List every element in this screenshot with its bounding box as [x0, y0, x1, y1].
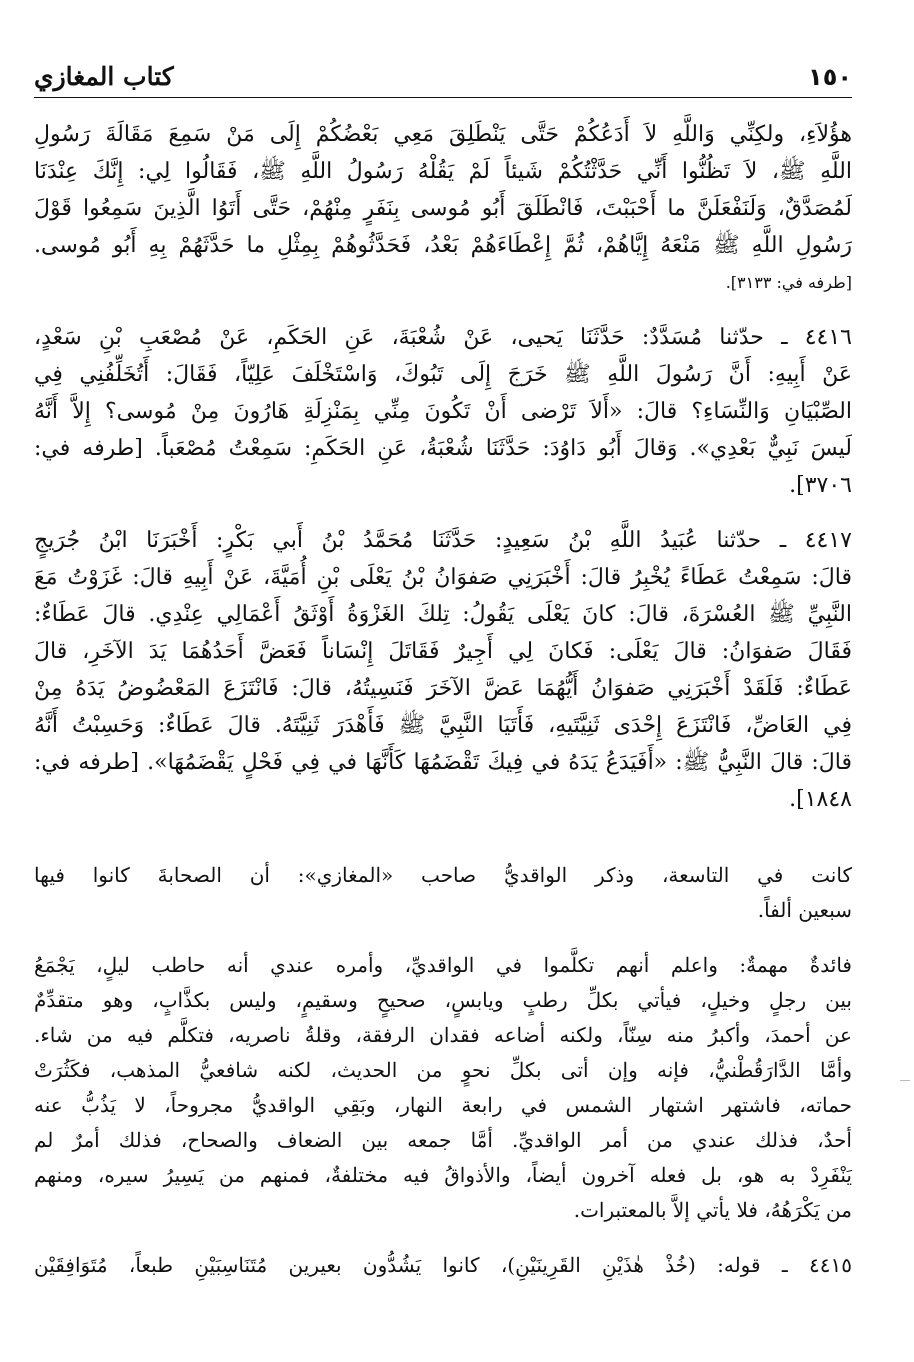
text-line: الصِّبْيَانِ وَالنِّسَاءِ؟ قالَ: «أَلاَ تَرْضى أَنْ تَكُونَ مِنِّي بِمَنْزِلَةِ هَارُونَ مِنْ مُوسى؟ إِلاَّ أَنَّهُ [34, 399, 852, 424]
text-line: فِي العَاضِّ، فَانْتَزَعَ إِحْدَى ثَنِيَّتَيهِ، فَأَتَيَا النَّبِيَّ ﷺ فَأَهْدَرَ ثَنِيَّتَهُ. قالَ عَطَاءٌ: وَحَسِبْتُ أَنَّهُ [34, 713, 852, 738]
hadith-4417 [34, 522, 852, 818]
page-content [34, 116, 852, 1283]
page-number: ١٥٠ [808, 63, 852, 91]
text-line: ٤٤١٥ ـ قوله: (خُذْ هٰذَيْنِ القَرِينَيْنِ)، كانوا يَشُدُّون بعيرين مُتَنَاسِبَيْنِ طبعاً، مُتَوَافِقَيْن [34, 1253, 852, 1277]
text-line: قالَ: قالَ النَّبِيُّ ﷺ: «أَفَيَدَعُ يَدَهُ في فِيكَ تَقْضَمُهَا كَأَنَّهَا في فِي فَحْلٍ يَقْضَمُهَا». [طرفه في: [34, 750, 852, 775]
text-line: ٤٤١٧ ـ حدّثنا عُبَيدُ اللَّهِ بْنُ سَعِيدٍ: حَدَّثَنَا مُحَمَّدُ بْنُ أَبي بَكْرٍ: أَخْبَرَنَا ابْنُ جُرَيجٍ [34, 528, 852, 553]
text-line: سبعين ألفاً. [757, 898, 852, 922]
book-title: كتاب المغازي [34, 62, 174, 91]
hadith-continuation [34, 116, 852, 301]
text-line: هؤُلاَءِ، ولكِنِّي وَاللَّهِ لاَ أَدَعُكُمْ حَتَّى يَنْطَلِقَ مَعِي بَعْضُكُمْ إِلَى مَنْ سَمِعَ مَقَالَةَ رَسُولِ [34, 122, 852, 147]
cross-reference: [طرفه في: ٣١٣٣]. [725, 273, 852, 292]
hadith-4416 [34, 319, 852, 504]
text-line: كانت في التاسعة، وذكر الواقديُّ صاحب «المغازي»: أن الصحابةَ كانوا فيها [34, 863, 852, 887]
text-line: حماته، فاشتهر اشتهار الشمس في رابعة النهار، وبَقِي الواقديُّ مجروحاً، لا يَذُبُّ عنه [34, 1093, 852, 1117]
text-line: عَنْ أَبِيهِ: أَنَّ رَسُولَ اللَّهِ ﷺ خَرَجَ إِلَى تَبُوكَ، وَاسْتَخْلَفَ عَلِيّاً، فَقَالَ: أَتُخَلِّفُنِي فِي [34, 362, 852, 387]
text-line: ٣٧٠٦]. [789, 473, 852, 498]
text-line: عن أحمدَ، وأكبرُ منه سِنّاً، ولكنه أضاعه فقدان الرفقة، وقلةُ ناصريه، فتكلَّم فيه من شاء. [34, 1023, 852, 1047]
page-header [34, 58, 852, 98]
text-line: من يَكْرَهُهُ، فلا يأتي إلاَّ بالمعتبرات. [573, 1198, 852, 1222]
text-line: عَطَاءٌ: فَلَقَدْ أَخْبَرَنِي صَفوَانُ أَيُّهُمَا عَضَّ الآخَرَ فَنَسِيتُهُ، قالَ: فَانْتَزَعَ المَعْضُوضُ يَدَهُ مِنْ [34, 676, 852, 701]
text-line: ٤٤١٦ ـ حدّثنا مُسَدَّدٌ: حَدَّثَنَا يَحيى، عَنْ شُعْبَةَ، عَنِ الحَكَمِ، عَنْ مُصْعَبِ بْنِ سَعْدٍ، [34, 325, 852, 350]
text-line: اللَّهِ ﷺ، لاَ تَظُنُّوا أَنِّي حَدَّثْتُكُمْ شَيئاً لَمْ يَقُلْهُ رَسُولُ اللَّهِ ﷺ، فَقَالُوا لِي: إِنَّكَ عِنْدَنَا [34, 159, 852, 184]
text-line: فَقَالَ صَفوَانُ: قالَ يَعْلَى: فَكانَ لِي أَجِيرٌ فَقَاتَلَ إِنْسَاناً فَعَضَّ أَحَدُهُمَا يَدَ الآخَرِ، قالَ [34, 639, 852, 664]
text-line: يَنْفَرِدْ به هو، بل فعله آخرون أيضاً، والأذواقُ فيه مختلفةٌ، فمنهم من يَسِيرُ سيره، ومنهم [34, 1163, 852, 1187]
commentary-paragraph [34, 858, 852, 928]
text-line: لَيسَ نَبِيٌّ بَعْدِي». وَقالَ أَبُو دَاوُدَ: حَدَّثَنَا شُعْبَةُ، عَنِ الحَكَمِ: سَمِعْتُ مُصْعَباً. [طرفه في: [34, 436, 852, 461]
text-line: وأمَّا الدَّارَقُطْنيُّ، فإنه وإن أتى بكلِّ نحوٍ من الحديث، لكنه شافعيُّ المذهب، فكَثُرَتْ [34, 1058, 852, 1082]
text-line: رَسُولِ اللَّهِ ﷺ مَنْعَهُ إِيَّاهُمْ، ثُمَّ إِعْطَاءَهُمْ بَعْدُ، فَحَدَّثُوهُمْ بِمِثْلِ ما حَدَّثَهُمْ بِهِ أَبُو مُوسى. [34, 233, 852, 258]
text-line: النَّبِيِّ ﷺ العُسْرَةَ، قالَ: كانَ يَعْلَى يَقُولُ: تِلكَ الغَزْوَةُ أَوْثَقُ أَعْمَالِي عِنْدِي. قالَ عَطَاءٌ: [34, 602, 852, 627]
text-line: أحدٌ، فذلك عندي من أمر الواقديِّ. أمَّا جمعه بين الضعاف والصحاح، فذلك أمرٌ لم [34, 1128, 852, 1152]
text-line: بين رجلٍ وخيلٍ، فيأتي بكلِّ رطبٍ ويابسٍ، صحيحٍ وسقيمٍ، وليس بكذَّابٍ، وهو متقدِّمٌ [34, 988, 852, 1012]
text-line: قالَ: سَمِعْتُ عَطَاءً يُخْبِرُ قالَ: أَخْبَرَنِي صَفوَانُ بْنُ يَعْلَى بْنِ أُمَيَّةَ، عَنْ أَبِيهِ قالَ: غَزَوْتُ مَعَ [34, 565, 852, 590]
text-line: ١٨٤٨]. [789, 787, 852, 812]
text-line: لَمُصَدَّقٌ، وَلَنَفْعَلَنَّ ما أَحْبَبْتَ، فَانْطَلَقَ أَبُو مُوسى بِنَفَرٍ مِنْهُمْ، حَتَّى أَتَوُا الَّذِينَ سَمِعُوا قَوْلَ [34, 196, 852, 221]
commentary-4415 [34, 1248, 852, 1283]
margin-mark [900, 1080, 910, 1081]
commentary-benefit [34, 948, 852, 1228]
text-line: فائدةٌ مهمةٌ: واعلم أنهم تكلَّموا في الواقديِّ، وأمره عندي أنه حاطب ليلٍ، يَجْمَعُ [34, 953, 852, 977]
